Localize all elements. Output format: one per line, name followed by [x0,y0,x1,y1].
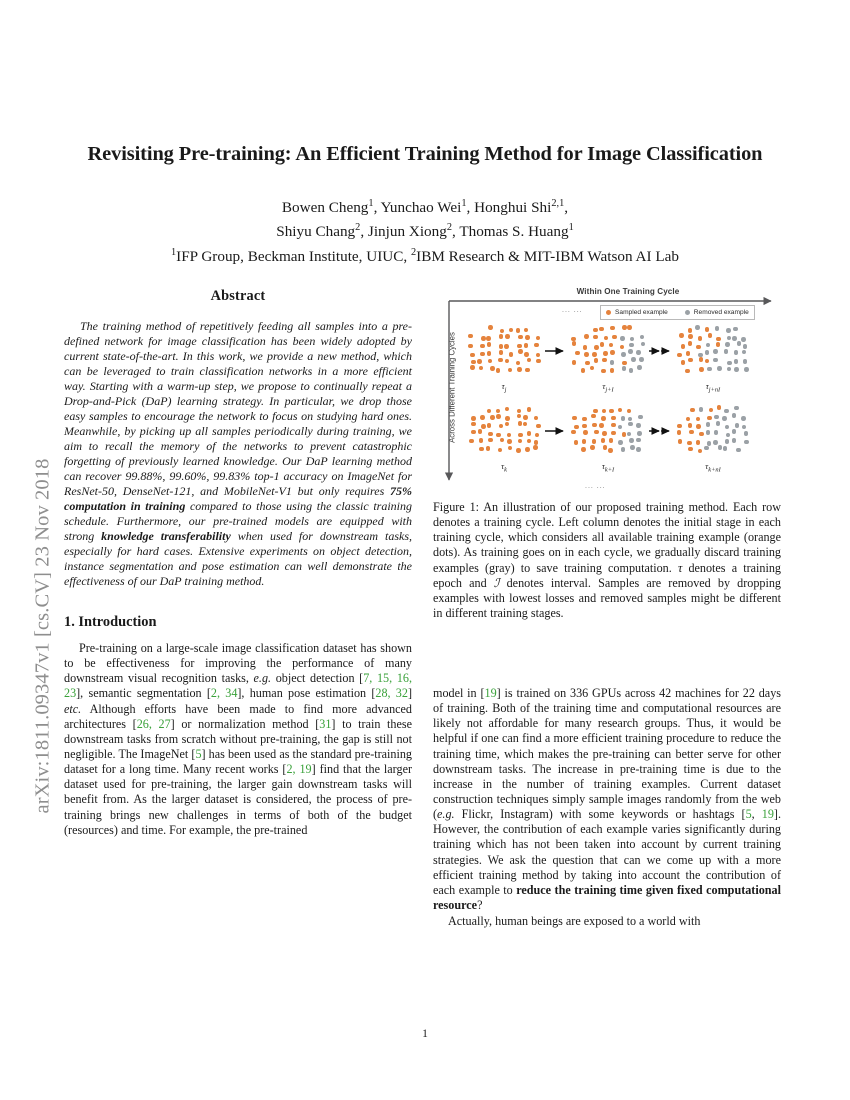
text-run: denotes interval. Samples are removed by dropping examples with lowest losses and removed samples might be different in different training stages. [433,575,781,620]
text-run: ] has been used as the standard pre-training dataset for a long time. Many recent works [ [64,746,412,777]
text-run: , Honghui Shi [466,199,552,216]
figure-caption [433,500,781,621]
emphasis-italic: etc. [64,701,82,716]
text-run: Figure 1: An illustration of our proposed training method. Each row denotes a training cycle. Left column denotes the initial stage in each training cycle, which considers all available training example (orange dots). As training goes on in each cycle, we gradually discard training examples (gray) to save training computation. [433,500,781,575]
author-affiliation-marker: 2,1 [551,197,565,209]
citation-reference: 19 [761,807,774,822]
text-run: , [751,807,762,822]
tau-subscript: k+nI [708,466,721,474]
author-affiliation-marker: 1 [170,246,177,258]
text-run: IBM Research & MIT-IBM Watson AI Lab [416,247,679,265]
tau-subscript: k [504,466,507,474]
panel-label-tau [474,462,534,474]
emphasis-bold: 75% computation in training [64,483,412,513]
text-run: Flickr, Instagram) with some keywords or hashtags [ [454,807,746,822]
figure-x-axis-label: Within One Training Cycle [576,287,680,296]
text-run: ] is trained on 336 GPUs across 42 machines for 22 days of training. Both of the training time and computational resources are likely not affordable for many research groups. Thus, it would be helpful if one can find a more efficient training procedure to reduce the training time, which makes the pre-training can better serve for other downstream tasks. The increase in pre-training time is due to the increase in the number of training examples. Current dataset construction techniques simply sample images randomly from the web ( [433,686,781,822]
text-run: ] find that the larger dataset used for pre-training, the larger gain downstream tasks will benefit from. As the larger dataset is considered, the process of pre-training brings new challenges in terms of both of the budget (resources) and time. For example, the pre-trained [64,762,412,837]
figure-y-axis-label: Across Different Training Cycles [447,332,457,443]
author-affiliation-marker: 1 [461,197,467,209]
citation-reference: 26, 27 [136,716,171,731]
author-affiliation-marker: 1 [368,197,374,209]
text-run: IFP Group, Beckman Institute, UIUC, [176,247,411,265]
text-run: ? [477,897,483,912]
arxiv-stamp-text: arXiv:1811.09347v1 [cs.CV] 23 Nov 2018 [31,458,54,814]
abstract-body [64,319,412,589]
citation-reference: 2, 19 [286,762,312,777]
author-line-2 [68,220,782,244]
tau-symbol: τ [501,382,505,391]
right-column [433,686,781,929]
text-run: Actually, human beings are exposed to a world with [448,914,701,929]
tau-subscript: j+I [605,386,614,394]
text-run: compared to those using the classic training schedule. Furthermore, our pre-trained models are equipped with strong [64,498,413,544]
text-run: ] to train these downstream tasks from scratch without pre-training, the gap is still not negligible. The ImageNet [ [64,716,412,761]
citation-reference: 5 [745,807,752,822]
text-run: when used for downstream tasks, especially for hard cases. Extensive experiments on object detection, instance segmentation and pose estimation can well demonstrate the effectiveness of our DaP training method. [64,529,413,589]
tau-symbol: τ [602,382,606,391]
author-affiliation-marker: 2 [410,246,417,258]
text-run: ]. However, the contribution of each example varies significantly during training which has not been taken into account by current training strategies. We ask the question that can we come up with a more efficient training method by taking into account the contribution of each example to [433,807,781,897]
text-run: ] [407,686,412,701]
text-run: ] or normalization method [ [170,716,320,731]
emphasis-bold: reduce the training time given fixed computational resource [433,882,781,912]
citation-reference: 7, 15, 16, 23 [64,671,412,701]
panel-label-tau [474,382,534,394]
emphasis-italic: e.g. [437,807,455,822]
figure-1-illustration [433,287,781,494]
tau-subscript: j+nI [708,386,721,394]
emphasis-bold: knowledge transferability [101,529,231,544]
figure-ellipsis-top: ... ... [562,307,583,314]
text-run: Shiyu Chang [276,223,356,241]
panel-label-tau [578,462,638,474]
emphasis-italic: ℐ [493,575,500,590]
figure-ellipsis-bottom: ... ... [585,483,606,490]
text-run: Although efforts have been made to find more advanced architectures [ [64,701,412,731]
page-title: Revisiting Pre-training: An Efficient Training Method for Image Classification [87,143,763,165]
right-paragraph-1 [433,686,781,913]
emphasis-italic: τ [677,560,683,575]
tau-symbol: τ [601,462,605,471]
left-column [64,288,412,838]
text-run: ], human pose estimation [ [237,686,376,701]
page-number: 1 [422,1027,428,1040]
tau-subscript: j [504,386,507,394]
text-run: Pre-training on a large-scale image classification dataset has shown to be effectiveness for improving the performance of many downstream visual recognition tasks, [64,641,412,686]
tau-symbol: τ [705,382,709,391]
author-affiliation-marker: 2 [355,222,361,234]
legend-label-removed: Removed example [693,309,749,316]
text-run: model in [ [433,686,485,700]
abstract-heading: Abstract [210,288,266,304]
panel-label-tau [578,382,638,394]
text-run: object detection [ [271,671,364,686]
tau-subscript: k+I [604,466,615,474]
citation-reference: 5 [195,746,202,761]
emphasis-italic: e.g. [253,671,272,686]
author-affiliations [68,245,782,269]
text-run: The training method of repetitively feeding all samples into a pre-defined network for image classification has been widely adopted by current state-of-the-art. In this work, we provide a new method, which can be leveraged to train classification networks in a more efficient way. Starting with a warm-up step, we propose to continually repeat a Drop-and-Pick (DaP) learning strategy. In particular, we drop those easy samples to encourage the network to focus on studying hard ones. Meanwhile, by picking up all samples periodically during training, we aim to recall the memory of the networks to prevent catastrophic forgetting of previously learned knowledge. Our DaP learning method can recover 99.88%, 99.60%, 99.83% top-1 accuracy on ImageNet for ResNet-50, DenseNet-121, and MobileNet-V1 but only requires [64,318,412,498]
right-paragraph-2 [433,914,781,929]
citation-reference: 28, 32 [375,686,408,701]
citation-reference: 2, 34 [210,686,238,701]
author-block [68,196,782,269]
legend-label-sampled: Sampled example [615,309,668,316]
text-run: denotes a training epoch and [433,560,781,590]
citation-reference: 19 [484,686,497,700]
text-run: , Jinjun Xiong [360,223,447,241]
text-run: Bowen Cheng [281,199,369,216]
panel-label-tau [683,462,743,474]
tau-symbol: τ [705,462,709,471]
section-heading-introduction: 1. Introduction [64,614,157,631]
text-run: ], semantic segmentation [ [76,686,211,701]
text-run: , Thomas S. Huang [452,223,569,241]
tau-symbol: τ [501,462,505,471]
text-run: , [564,199,569,216]
text-run: , Yunchao Wei [373,199,462,216]
author-affiliation-marker: 1 [568,222,574,234]
intro-paragraph-1 [64,641,412,838]
author-affiliation-marker: 2 [446,222,452,234]
citation-reference: 31 [319,716,332,731]
author-line-1 [68,196,782,220]
panel-label-tau [683,382,743,394]
